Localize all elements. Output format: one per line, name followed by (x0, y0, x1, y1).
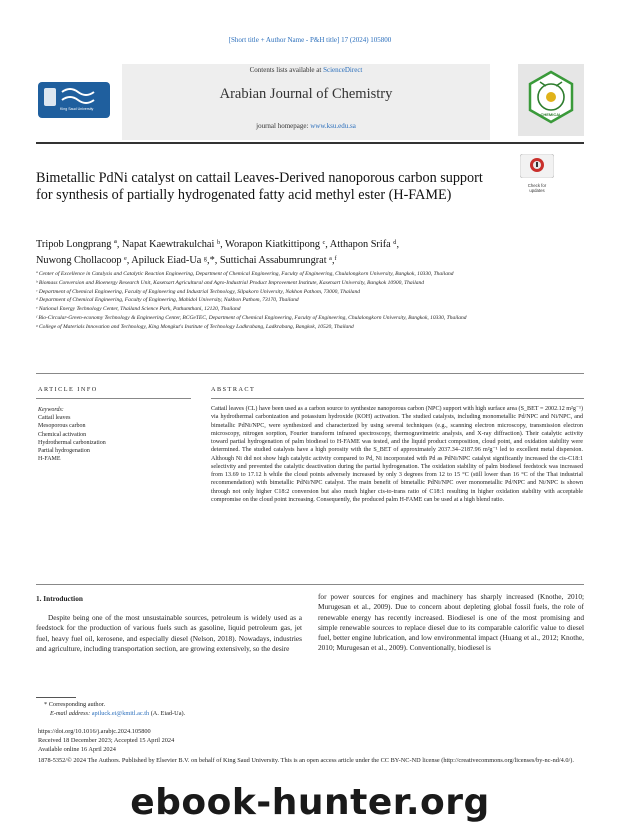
journal-title: Arabian Journal of Chemistry (219, 86, 393, 102)
intro-right-column: for power sources for engines and machinery has sharply increased (Knothe, 2010; Murugesan et al., 2009). Due to concern about depleting global fossil fuels, the role of renewable energy has recently increased. Biodiesel is one of the most promising and simple renewable sources to replace diesel due to its comparable calorific value to diesel fuel, better engine lubrication, and low environmental impact (Huang et al., 2012; Knothe, 2010; Murugesan et al., 2009). Conventionally, biodiesel is (318, 592, 584, 653)
affiliation-a: ª Center of Excellence in Catalysis and Catalytic Reaction Engineering, Department of Chemical Engineering, Faculty of Engineering, Chulalongkorn University, Bangkok, 10330, Thailand (36, 271, 454, 277)
affiliations (36, 270, 556, 332)
article-title: Bimetallic PdNi catalyst on cattail Leaves-Derived nanoporous carbon support for synthesis of partially hydrogenated fatty acid methyl ester (H-FAME) (36, 170, 483, 203)
keyword-item: H-FAME (38, 456, 61, 463)
keyword-item: Cattail leaves (38, 415, 71, 422)
right-logo-caption: CHEMICAL (540, 112, 562, 117)
keyword-item: Partial hydrogenation (38, 448, 90, 455)
check-updates-label: Check for updates (527, 183, 547, 193)
authors-line-2: Nuwong Chollacoop ᵉ, Apiluck Eiad-Ua ᵍ,*, Suttichai Assabumrungrat ᵃ,ᶠ (36, 255, 337, 266)
sciencedirect-link[interactable]: ScienceDirect (323, 66, 363, 74)
abstract-divider (36, 584, 584, 585)
article-info-rule (36, 398, 191, 399)
keywords-block (38, 406, 188, 463)
affiliation-d: ᵈ Department of Chemical Engineering, Faculty of Engineering, Mahidol University, Nakhon Pathom, 73170, Thailand (36, 297, 299, 304)
check-for-updates-badge[interactable] (520, 154, 554, 193)
keyword-item: Chemical activation (38, 431, 87, 438)
abstract-text: Cattail leaves (CL) have been used as a carbon source to synthesize nanoporous carbon (NPC) support with high surface area (S_BET = 2002.12 m²g⁻¹) via hydrothermal carbonization and potassium hydroxide (KOH) activation. The studied catalysts, including monometallic Pd/NPC and Ni/NPC, and bimetallic PdNi/NPC, were synthesized and characterized by using several techniques (e.g., scanning electron microscopy, transmission electron microscopy, nitrogen sorption, Fourier transform infrared spectroscopy, thermogravimetric analysis, and X-ray diffraction). Their catalytic activity toward partial hydrogenation of palm biodiesel to H-FAME was tested, and the liquid product composition, cloud point, and oxidation stability were determined. The studied catalysts have a high porosity with the S_BET of approximately 2037.34–2187.96 m²g⁻¹ led to excellent metal dispersion. Although Ni did not show high catalytic activity compared to Pd, Ni incorporated with Pd as PdNi/NPC catalyst significantly increased the cis-C18:1 selectivity and prevented the catalytic deactivation during the partial hydrogenation. The oxidation stability of palm biodiesel feedstock was increased from 13.69 to 17.12 h while the cloud points adversely increased by only 3 degrees from 12 to 15 °C (still lower than 16 °C of the Thai industrial recommendation) with bimetallic PdNi/NPC catalyst. The main benefit of bimetallic PdNi/NPC over monometallic Pd/NPC and Ni/NPC is shown through not only higher C18:2 conversion but also much higher cis-to-trans ratio of C18:1 resulting in higher oxidation stability with acceptable compromise on the cloud point increasing. Consequently, the produced palm H-FAME can be used at a high blend ratio. (211, 406, 583, 503)
check-updates-icon (520, 154, 554, 178)
abstract-rule (211, 398, 584, 399)
king-saud-university-logo (36, 78, 112, 122)
keyword-item: Mesoporous carbon (38, 423, 86, 430)
email-link[interactable]: apiluck.ei@kmitl.ac.th (91, 710, 150, 717)
affiliation-e: ᵉ National Energy Technology Center, Thailand Science Park, Pathumthani, 12120, Thailand (36, 306, 241, 313)
homepage-link[interactable]: www.ksu.edu.sa (310, 122, 356, 130)
keyword-item: Hydrothermal carbonization (38, 439, 106, 446)
received-dates: Received 18 December 2023; Accepted 15 April 2024 (38, 737, 175, 744)
keywords-label: Keywords: (38, 407, 64, 413)
copyright-notice: 1878-5352/© 2024 The Authors. Published by Elsevier B.V. on behalf of King Saud University. This is an open access article under the CC BY-NC-ND license (http://creativecommons.org/licenses/by-nc-nd/4.0/). (38, 757, 574, 764)
running-head: [Short title + Author Name - P&H title] 17 (2024) 105800 (228, 36, 392, 44)
authors-line-1: Tripob Longprang ª, Napat Kaewtrakulchai ᵇ, Worapon Kiatkittipong ᶜ, Atthapon Srifa ᵈ, (36, 239, 400, 250)
affiliations-divider (36, 373, 584, 374)
left-logo-caption: King Saud University (60, 107, 94, 111)
journal-cover-logo (518, 64, 584, 136)
journal-banner (122, 64, 490, 140)
contents-line: Contents lists available at ScienceDirect (249, 66, 363, 74)
header-divider (36, 142, 584, 144)
intro-left-column: Despite being one of the most unsustainable sources, petroleum is widely used as a feedstock for the production of various fuels such as gasoline, liquid petroleum gas, jet fuel, heavy fuel oil, kerosene, and especially diesel (Nelson, 2018). Nowadays, industries and agriculture, including transportation section, are growing extensively, so the desire (36, 613, 302, 653)
doi-link[interactable]: https://doi.org/10.1016/j.arabjc.2024.105800 (38, 728, 151, 735)
affiliation-b: ᵇ Biomass Conversion and Bioenergy Research Unit, Kasetsart Agricultural and Agro-Industrial Product Improvement Institute, Kasetsart University, Bangkok 10900, Thailand (36, 279, 424, 286)
affiliation-c: ᶜ Department of Chemical Engineering, Faculty of Engineering and Industrial Technology, Silpakorn University, Nakhon Pathom, 73000, Thailand (36, 288, 361, 295)
email-line: E-mail address: apiluck.ei@kmitl.ac.th (A. Eiad-Ua). (50, 710, 186, 717)
footnote-rule (36, 697, 76, 698)
available-online: Available online 16 April 2024 (38, 746, 116, 753)
article-info-heading: ARTICLE INFO (38, 386, 98, 393)
watermark: ebook-hunter.org (130, 782, 490, 823)
abstract-heading: ABSTRACT (211, 386, 256, 393)
corresponding-author-note: * Corresponding author. (44, 701, 106, 708)
affiliation-g: ᵍ College of Materials Innovation and Technology, King Mongkut's Institute of Technology Ladkrabang, Ladkrabang, Bangkok, 10520, Thailand (36, 323, 354, 330)
journal-header (36, 64, 584, 140)
homepage-line: journal homepage: www.ksu.edu.sa (256, 122, 356, 130)
affiliation-f: ᶠ Bio-Circular-Green-economy Technology & Engineering Center, BCGeTEC, Department of Chemical Engineering, Faculty of Engineering, Chulalongkorn University, Bangkok, 10330, Thailand (36, 314, 467, 321)
introduction-heading: 1. Introduction (36, 594, 83, 603)
author-list (36, 237, 556, 269)
